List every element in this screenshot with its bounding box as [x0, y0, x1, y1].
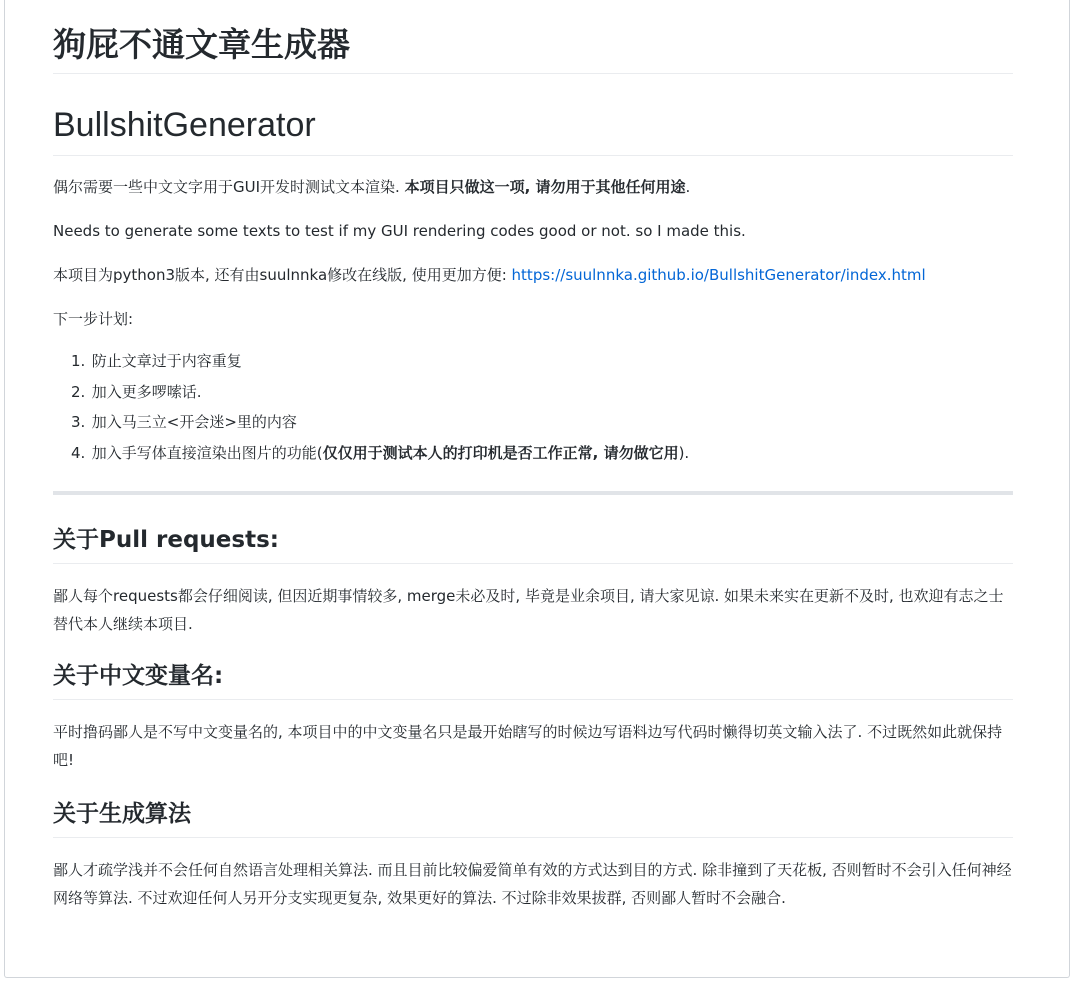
plan-label: 下一步计划: — [53, 310, 134, 328]
intro-english: Needs to generate some texts to test if my GUI rendering codes good or not. so I made this. — [53, 222, 746, 240]
plan-item-num: 3. — [71, 413, 86, 431]
variable-name-body: 平时撸码鄙人是不写中文变量名的, 本项目中的中文变量名只是最开始瞎写的时候边写语料边写代码时懒得切英文输入法了. 不过既然如此就保持吧! — [53, 723, 1003, 769]
intro-cn-text: 偶尔需要一些中文文字用于GUI开发时测试文本渲染. — [53, 178, 405, 196]
plan-item-num: 2. — [71, 382, 86, 401]
plan-item — [71, 346, 971, 377]
plan-item — [71, 377, 971, 408]
intro-cn-bold: 本项目只做这一项, 请勿用于其他任何用途 — [404, 178, 686, 196]
plan-item-num: 4. — [71, 443, 86, 462]
plan-item — [71, 407, 971, 438]
plan-list — [71, 346, 971, 468]
intro-chinese — [53, 173, 1013, 202]
algorithm-heading: 关于生成算法 — [53, 794, 1013, 838]
plan-item — [71, 438, 971, 469]
plan-item-text: 加入手写体直接渲染出图片的功能( — [91, 443, 323, 462]
pull-requests-heading: 关于Pull requests: — [53, 520, 1013, 564]
intro-cn-end: . — [685, 178, 691, 196]
page-title: 狗屁不通文章生成器 — [53, 20, 1013, 74]
online-text: 本项目为python3版本, 还有由suulnnka修改在线版, 使用更加方便: — [53, 266, 512, 284]
plan-item-text: 加入更多啰嗦话. — [91, 382, 202, 401]
section-divider — [53, 491, 1013, 495]
pull-requests-body: 鄙人每个requests都会仔细阅读, 但因近期事情较多, merge未必及时, 毕竟是业余项目, 请大家见谅. 如果未来实在更新不及时, 也欢迎有志之士替代本人继续本项目. — [53, 587, 1004, 633]
plan-item-bold: 仅仅用于测试本人的打印机是否工作正常, 请勿做它用 — [322, 443, 679, 462]
intro-online — [53, 261, 1013, 290]
algorithm-body: 鄙人才疏学浅并不会任何自然语言处理相关算法. 而且目前比较偏爱简单有效的方式达到目的方式. 除非撞到了天花板, 否则暂时不会引入任何神经网络等算法. 不过欢迎任何人另开分支实现更复杂, 效果更好的算法. 不过除非效果拔群, 否则鄙人暂时不会融合. — [53, 861, 1012, 907]
plan-item-num: 1. — [71, 352, 86, 370]
project-name-heading: BullshitGenerator — [53, 96, 1013, 156]
plan-item-text: 防止文章过于内容重复 — [91, 352, 242, 370]
online-version-link[interactable]: https://suulnnka.github.io/BullshitGenerator/index.html — [511, 266, 926, 284]
variable-name-heading: 关于中文变量名: — [53, 656, 1013, 700]
plan-item-end: ). — [678, 443, 690, 462]
plan-item-text: 加入马三立<开会迷>里的内容 — [91, 413, 297, 431]
